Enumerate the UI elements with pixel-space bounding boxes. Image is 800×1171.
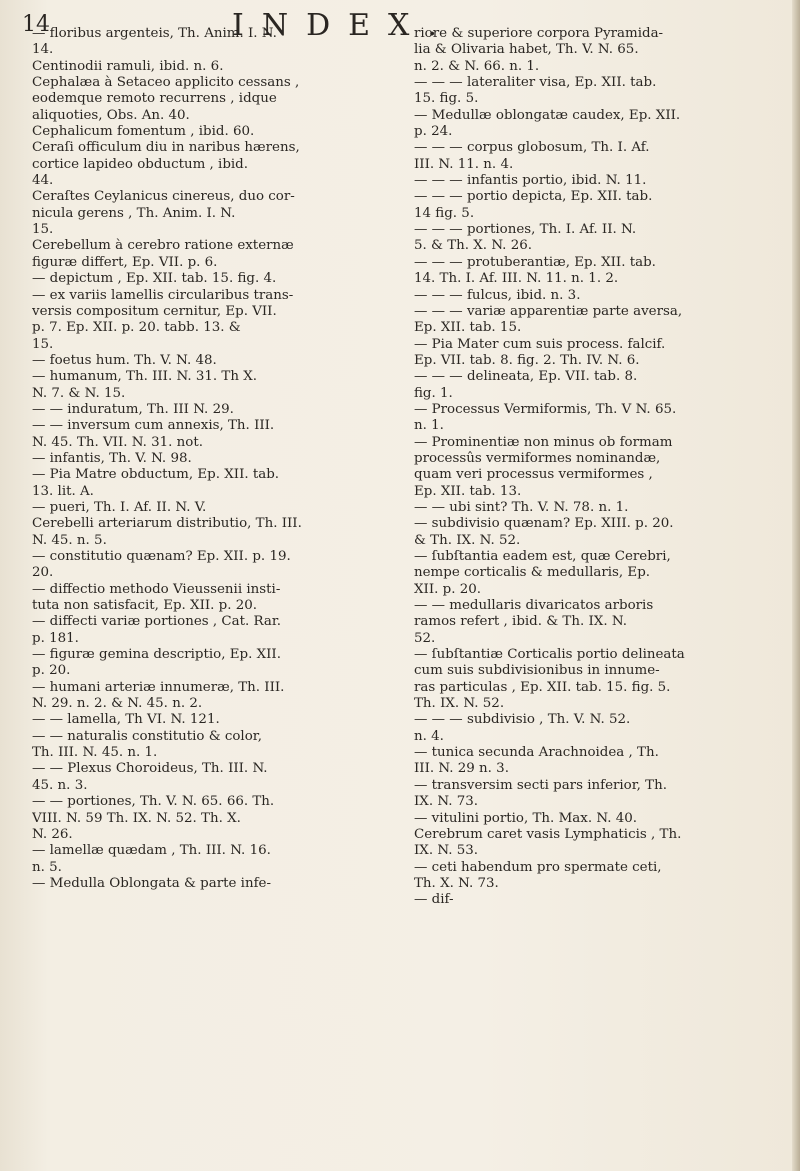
index-entry-line: — — medullaris divaricatos arboris — [414, 598, 654, 614]
index-entry-line: Th. X. N. 73. — [414, 875, 499, 891]
index-entry-line: p. 181. — [32, 630, 79, 646]
index-entry-line: — subdivisio quænam? Ep. XIII. p. 20. — [414, 516, 674, 532]
index-entry-line: fig. 1. — [414, 385, 453, 401]
index-entry-line: quam veri processus vermiformes , — [414, 467, 653, 483]
index-entry-line: eodemque remoto recurrens , idque — [32, 91, 277, 107]
index-entry-line: 13. lit. A. — [32, 483, 94, 499]
index-entry-line: cum suis subdivisionibus in innume- — [414, 663, 660, 679]
index-entry-line: IX. N. 73. — [414, 794, 479, 810]
index-entry-line: n. 4. — [414, 728, 444, 744]
index-entry-line: 15. — [32, 336, 54, 352]
index-entry-line: — — portiones, Th. V. N. 65. 66. Th. — [32, 794, 275, 810]
index-entry-line: n. 1. — [414, 418, 444, 434]
index-entry-line: cortice lapideo obductum , ibid. — [32, 156, 249, 172]
index-entry-line: Ceraſi officulum diu in naribus hærens, — [32, 140, 300, 156]
index-entry-line: IX. N. 53. — [414, 843, 479, 859]
index-entry-line: — infantis, Th. V. N. 98. — [32, 450, 192, 466]
index-entry-line: VIII. N. 59 Th. IX. N. 52. Th. X. — [32, 810, 241, 826]
index-entry-line: — — — protuberantiæ, Ep. XII. tab. — [414, 254, 656, 270]
index-entry-line: 14 fig. 5. — [414, 205, 475, 221]
index-entry-line: Th. III. N. 45. n. 1. — [32, 745, 158, 761]
index-entry-line: 20. — [32, 565, 54, 581]
index-entry-line: — tunica secunda Arachnoidea , Th. — [414, 745, 659, 761]
index-entry-line: N. 45. n. 5. — [32, 532, 107, 548]
index-entry-line: lia & Olivaria habet, Th. V. N. 65. — [414, 42, 639, 58]
index-entry-line: — — ubi sint? Th. V. N. 78. n. 1. — [414, 499, 629, 515]
index-entry-line: 5. & Th. X. N. 26. — [414, 238, 532, 254]
index-entry-line: Centinodii ramuli, ibid. n. 6. — [32, 58, 224, 74]
index-entry-line: — constitutio quænam? Ep. XII. p. 19. — [32, 549, 291, 564]
index-entry-line: — depictum , Ep. XII. tab. 15. fig. 4. — [32, 271, 277, 287]
index-entry-line: versis compositum cernitur, Ep. VII. — [32, 303, 277, 319]
index-entry-line: — — — infantis portio, ibid. N. 11. — [414, 173, 647, 189]
index-entry-line: p. 20. — [32, 663, 71, 679]
index-entry-line: N. 7. & N. 15. — [32, 385, 126, 401]
index-entry-line: — — — variæ apparentiæ parte aversa, — [414, 303, 683, 319]
index-entry-line: — figuræ gemina descriptio, Ep. XII. — [32, 647, 281, 663]
index-entry-line: nicula gerens , Th. Anim. I. N. — [32, 205, 236, 221]
index-entry-line: — lamellæ quædam , Th. III. N. 16. — [32, 843, 271, 859]
index-entry-line: aliquoties, Obs. An. 40. — [32, 107, 190, 123]
running-title: INDEX. — [232, 8, 455, 43]
index-entry-line: — ſubſtantiæ Corticalis portio delineata — [414, 647, 685, 663]
page-number: 14 — [22, 12, 50, 37]
index-entry-line: Ceraſtes Ceylanicus cinereus, duo cor- — [32, 189, 295, 205]
index-entry-line: 14. Th. I. Af. III. N. 11. n. 1. 2. — [414, 271, 619, 287]
index-entry-line: N. 26. — [32, 826, 73, 842]
index-entry-line: n. 5. — [32, 859, 62, 875]
index-entry-line: — — — fulcus, ibid. n. 3. — [414, 287, 581, 303]
index-entry-line: ramos refert , ibid. & Th. IX. N. — [414, 614, 627, 630]
index-entry-line: — — lamella, Th VI. N. 121. — [32, 712, 220, 728]
index-entry-line: — humani arteriæ innumeræ, Th. III. — [32, 679, 285, 695]
index-entry-line: p. 24. — [414, 124, 453, 140]
index-entry-line: — — — corpus globosum, Th. I. Af. — [414, 140, 650, 156]
index-entry-line: nempe corticalis & medullaris, Ep. — [414, 565, 651, 581]
index-entry-line: Ep. VII. tab. 8. fig. 2. Th. IV. N. 6. — [414, 352, 640, 368]
index-entry-line: N. 45. Th. VII. N. 31. not. — [32, 434, 204, 450]
index-entry-line: — transversim secti pars inferior, Th. — [414, 777, 667, 793]
index-entry-line: — Prominentiæ non minus ob formam — [414, 434, 673, 450]
index-entry-line: — floribus argenteis, Th. Anim. I. N. — [32, 26, 277, 41]
index-entry-line: ras particulas , Ep. XII. tab. 15. fig. 5. — [414, 679, 671, 695]
index-entry-line: 15. — [32, 222, 54, 238]
index-entry-line: — — — delineata, Ep. VII. tab. 8. — [414, 369, 638, 385]
index-entry-line: — Pia Matre obductum, Ep. XII. tab. — [32, 467, 280, 483]
index-entry-line: — vitulini portio, Th. Max. N. 40. — [414, 810, 637, 826]
index-entry-line: p. 7. Ep. XII. p. 20. tabb. 13. & — [32, 320, 241, 336]
index-entry-line: Th. IX. N. 52. — [414, 696, 505, 712]
right-column — [414, 26, 790, 909]
index-entry-line: N. 29. n. 2. & N. 45. n. 2. — [32, 696, 203, 712]
index-entry-line: — — — lateraliter visa, Ep. XII. tab. — [414, 75, 657, 91]
index-entry-line: — Pia Mater cum suis process. falcif. — [414, 336, 666, 352]
index-entry-line: — dif- — [414, 892, 454, 908]
index-entry-line: — diffecti variæ portiones , Cat. Rar. — [32, 614, 282, 630]
index-entry-line: — Medullæ oblongatæ caudex, Ep. XII. — [414, 107, 681, 123]
index-entry-line: — diffectio methodo Vieussenii insti- — [32, 581, 281, 597]
index-entry-line: — pueri, Th. I. Af. II. N. V. — [32, 499, 207, 515]
index-entry-line: Ep. XII. tab. 15. — [414, 320, 522, 336]
index-entry-line: — Processus Vermiformis, Th. V N. 65. — [414, 401, 677, 417]
index-entry-line: — — — portio depicta, Ep. XII. tab. — [414, 189, 653, 205]
index-entry-line: — — Plexus Choroideus, Th. III. N. — [32, 761, 268, 777]
left-column — [32, 26, 400, 892]
index-entry-line: — — — subdivisio , Th. V. N. 52. — [414, 712, 631, 728]
index-entry-line: — humanum, Th. III. N. 31. Th X. — [32, 369, 258, 385]
index-entry-line: Cerebelli arteriarum distributio, Th. III. — [32, 516, 302, 532]
index-entry-line: riore & superiore corpora Pyramida- — [414, 26, 664, 41]
index-entry-line: 52. — [414, 630, 436, 646]
index-entry-line: 15. fig. 5. — [414, 91, 479, 107]
index-entry-line: 44. — [32, 173, 54, 189]
index-entry-line: Cerebellum à cerebro ratione externæ — [32, 238, 294, 254]
index-entry-line: — — naturalis constitutio & color, — [32, 728, 262, 744]
index-entry-line: Cephalæa à Setaceo applicito cessans , — [32, 75, 300, 91]
index-entry-line: tuta non satisfacit, Ep. XII. p. 20. — [32, 598, 258, 614]
index-entry-line: — — — portiones, Th. I. Af. II. N. — [414, 222, 637, 238]
index-entry-line: — foetus hum. Th. V. N. 48. — [32, 352, 217, 368]
index-entry-line: — — induratum, Th. III N. 29. — [32, 401, 234, 417]
index-entry-line: Ep. XII. tab. 13. — [414, 483, 522, 499]
index-entry-line: 45. n. 3. — [32, 777, 88, 793]
index-entry-line: XII. p. 20. — [414, 581, 482, 597]
index-entry-line: Cerebrum caret vasis Lymphaticis , Th. — [414, 826, 682, 842]
index-entry-line: figuræ differt, Ep. VII. p. 6. — [32, 254, 218, 270]
index-entry-line: — ex variis lamellis circularibus trans- — [32, 287, 294, 303]
index-entry-line: Cephalicum fomentum , ibid. 60. — [32, 124, 255, 140]
index-entry-line: — — inversum cum annexis, Th. III. — [32, 418, 275, 434]
index-entry-line: III. N. 29 n. 3. — [414, 761, 509, 777]
index-entry-line: — Medulla Oblongata & parte infe- — [32, 875, 271, 891]
index-entry-line: — ceti habendum pro spermate ceti, — [414, 859, 662, 875]
index-entry-line: processûs vermiformes nominandæ, — [414, 450, 661, 466]
index-entry-line: III. N. 11. n. 4. — [414, 156, 514, 172]
index-entry-line: — ſubſtantia eadem est, quæ Cerebri, — [414, 549, 671, 564]
page-edge — [792, 0, 800, 1171]
index-entry-line: 14. — [32, 42, 54, 58]
index-entry-line: & Th. IX. N. 52. — [414, 532, 521, 548]
index-entry-line: n. 2. & N. 66. n. 1. — [414, 58, 540, 74]
